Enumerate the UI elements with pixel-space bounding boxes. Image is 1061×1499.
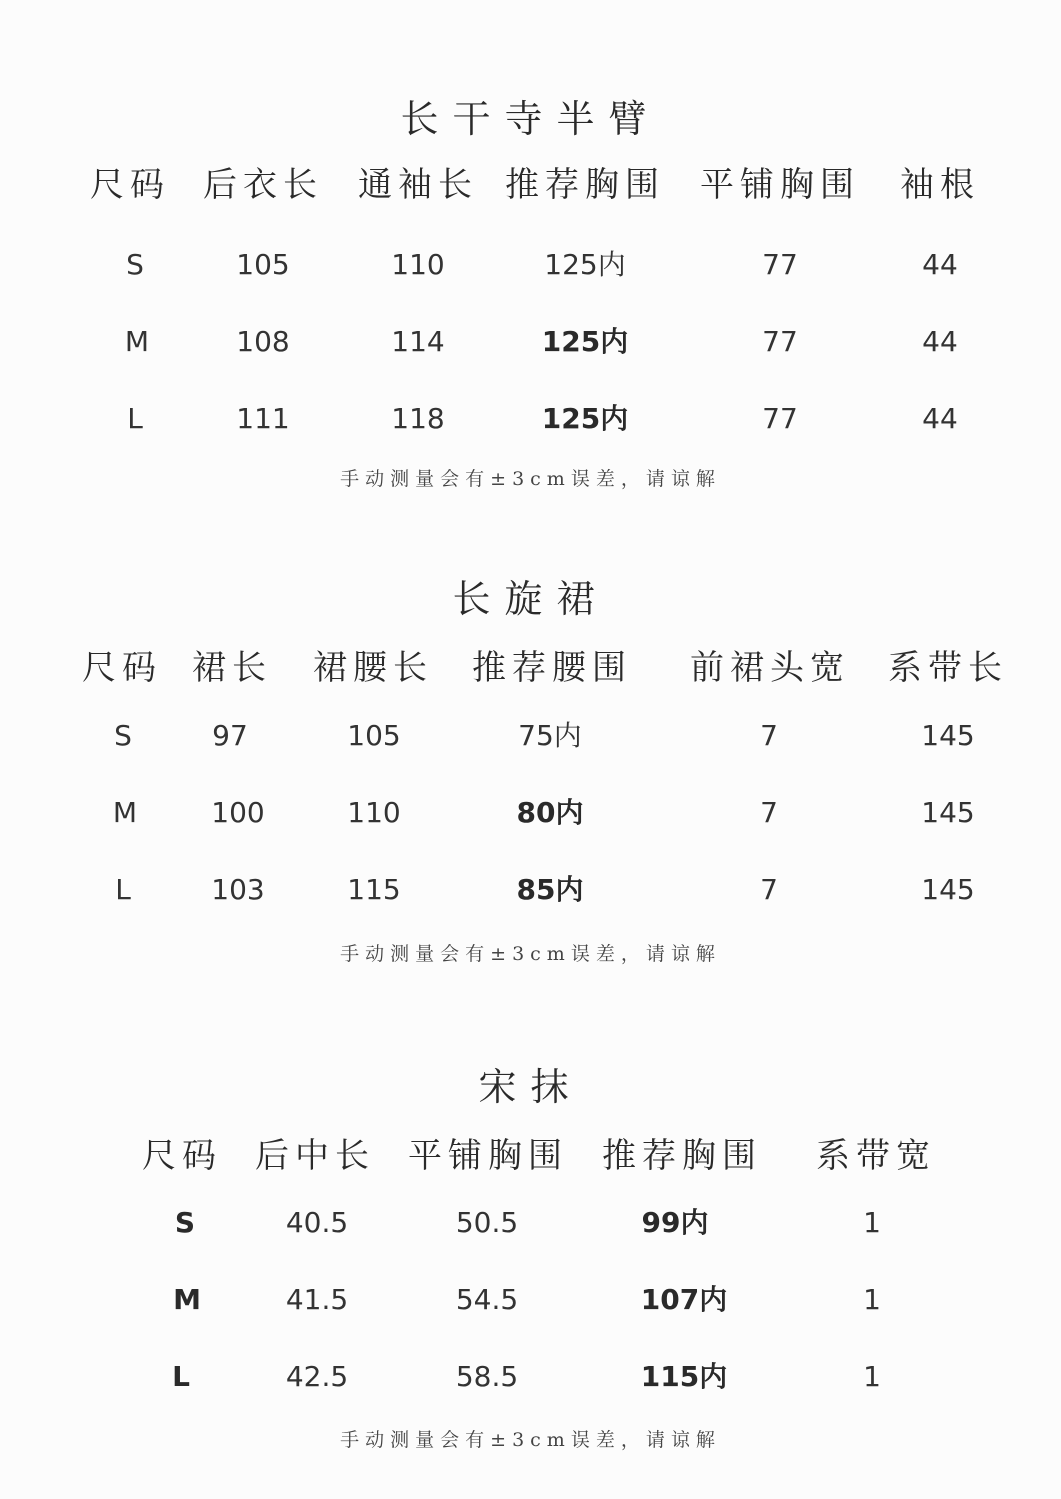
header-cell: 前裙头宽 <box>690 648 850 688</box>
header-cell: 通袖长 <box>358 165 478 205</box>
table-cell: 108 <box>236 325 290 358</box>
table-cell: 80内 <box>516 796 584 829</box>
table-row <box>0 865 1061 915</box>
table-cell: 50.5 <box>455 1206 519 1239</box>
table-cell: 77 <box>762 325 798 358</box>
table-row <box>0 317 1061 367</box>
table-cell: 1 <box>863 1206 881 1239</box>
table-cell: 115内 <box>640 1360 728 1393</box>
table-cell: 7 <box>760 873 778 906</box>
table-cell-size: L <box>127 402 143 435</box>
section-title-long-gan-si-banbi: 长干寺半臂 <box>400 97 661 141</box>
table-cell: 75内 <box>518 719 582 752</box>
table-cell-size: L <box>115 873 131 906</box>
table-cell: 1 <box>863 1283 881 1316</box>
table-cell: 99内 <box>641 1206 709 1239</box>
table-cell: 54.5 <box>455 1283 519 1316</box>
table-cell: 7 <box>760 719 778 752</box>
table-cell-size: M <box>173 1283 201 1316</box>
table-cell: 85内 <box>516 873 584 906</box>
section-title-chang-xuan-qun: 长旋裙 <box>452 577 609 621</box>
table-header-row <box>0 1131 1061 1181</box>
header-cell-size: 尺码 <box>90 165 170 205</box>
header-cell: 推荐胸围 <box>505 165 665 205</box>
table-row <box>0 711 1061 761</box>
table-cell: 40.5 <box>285 1206 349 1239</box>
section-title-song-mo: 宋抹 <box>478 1065 583 1109</box>
table-cell: 77 <box>762 402 798 435</box>
table-cell: 44 <box>922 402 958 435</box>
header-cell: 推荐胸围 <box>602 1136 762 1176</box>
table-cell: 41.5 <box>285 1283 349 1316</box>
table-row <box>0 1198 1061 1248</box>
table-cell: 145 <box>921 873 975 906</box>
table-cell: 125内 <box>541 402 629 435</box>
table-cell: 145 <box>921 796 975 829</box>
table-cell: 58.5 <box>455 1360 519 1393</box>
table-cell: 107内 <box>640 1283 728 1316</box>
header-cell-size: 尺码 <box>82 648 162 688</box>
header-cell: 后中长 <box>255 1136 375 1176</box>
table-row <box>0 240 1061 290</box>
header-cell: 裙长 <box>192 648 272 688</box>
table-cell-size: M <box>112 796 138 829</box>
measurement-note: 手动测量会有±3cm误差，请谅解 <box>340 1429 721 1451</box>
header-cell: 推荐腰围 <box>472 648 632 688</box>
table-cell: 100 <box>211 796 265 829</box>
table-cell-size: S <box>126 248 144 281</box>
header-cell: 平铺胸围 <box>408 1136 568 1176</box>
table-cell: 77 <box>762 248 798 281</box>
table-row <box>0 394 1061 444</box>
table-row <box>0 788 1061 838</box>
table-cell: 44 <box>922 248 958 281</box>
table-cell: 115 <box>347 873 401 906</box>
table-cell: 44 <box>922 325 958 358</box>
table-cell: 125内 <box>544 248 626 281</box>
table-header-row <box>0 160 1061 210</box>
table-cell: 97 <box>212 719 248 752</box>
table-cell: 111 <box>236 402 290 435</box>
table-cell: 42.5 <box>285 1360 349 1393</box>
table-cell: 110 <box>347 796 401 829</box>
table-cell: 145 <box>921 719 975 752</box>
table-row <box>0 1275 1061 1325</box>
table-cell: 118 <box>391 402 445 435</box>
header-cell-size: 尺码 <box>142 1136 222 1176</box>
header-cell: 系带长 <box>888 648 1008 688</box>
measurement-note: 手动测量会有±3cm误差，请谅解 <box>340 468 721 490</box>
table-cell-size: L <box>172 1360 190 1393</box>
header-cell: 系带宽 <box>816 1136 936 1176</box>
table-cell: 103 <box>211 873 265 906</box>
table-cell: 105 <box>347 719 401 752</box>
measurement-note: 手动测量会有±3cm误差，请谅解 <box>340 943 721 965</box>
table-header-row <box>0 643 1061 693</box>
table-cell-size: S <box>114 719 132 752</box>
table-row <box>0 1352 1061 1402</box>
table-cell-size: S <box>174 1206 196 1239</box>
table-cell: 1 <box>863 1360 881 1393</box>
header-cell: 平铺胸围 <box>700 165 860 205</box>
table-cell: 125内 <box>541 325 629 358</box>
header-cell: 袖根 <box>900 165 980 205</box>
header-cell: 裙腰长 <box>313 648 433 688</box>
table-cell-size: M <box>124 325 150 358</box>
table-cell: 7 <box>760 796 778 829</box>
table-cell: 110 <box>391 248 445 281</box>
header-cell: 后衣长 <box>203 165 323 205</box>
table-cell: 114 <box>391 325 445 358</box>
table-cell: 105 <box>236 248 290 281</box>
